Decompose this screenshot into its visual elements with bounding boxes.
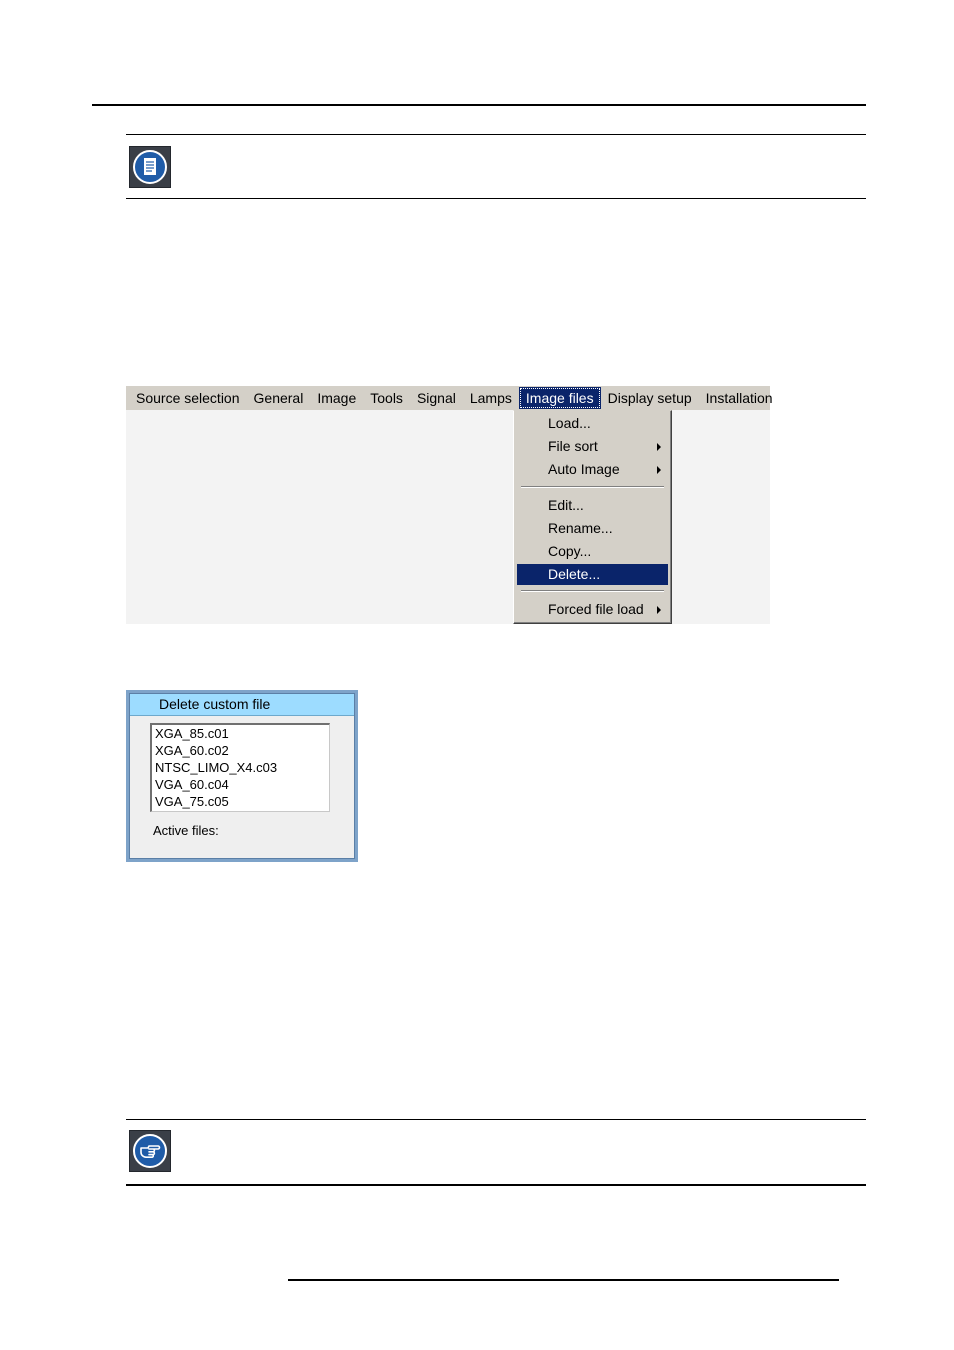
tip-bottom-rule — [126, 1184, 866, 1186]
menu-separator — [521, 486, 664, 488]
note-top-rule — [126, 134, 866, 135]
list-item[interactable]: VGA_60.c04 — [155, 777, 229, 792]
active-files-label: Active files: — [153, 823, 219, 838]
image-files-dropdown — [513, 410, 672, 624]
submenu-arrow-icon — [657, 466, 661, 474]
menu-item-edit[interactable]: Edit... — [548, 497, 584, 513]
menu-bar — [126, 386, 773, 410]
menubar-item-installation[interactable]: Installation — [705, 390, 773, 406]
file-listbox[interactable] — [150, 723, 330, 812]
delete-custom-file-dialog — [126, 690, 358, 862]
dialog-body — [129, 693, 355, 859]
list-item[interactable]: XGA_85.c01 — [155, 726, 229, 741]
dialog-title: Delete custom file — [130, 694, 354, 716]
menu-item-delete[interactable]: Delete... — [517, 564, 668, 585]
menubar-item-image[interactable]: Image — [317, 390, 357, 406]
menu-item-forced-file-load[interactable]: Forced file load — [517, 599, 668, 620]
document-icon — [129, 146, 171, 188]
menubar-item-tools[interactable]: Tools — [370, 390, 403, 406]
menubar-item-display-setup[interactable]: Display setup — [607, 390, 692, 406]
list-item[interactable]: VGA_75.c05 — [155, 794, 229, 809]
screen-background — [126, 410, 770, 624]
tip-top-rule — [126, 1119, 866, 1120]
menubar-item-source-selection[interactable]: Source selection — [136, 390, 240, 406]
menubar-item-general[interactable]: General — [253, 390, 304, 406]
submenu-arrow-icon — [657, 606, 661, 614]
footer-rule — [288, 1279, 839, 1281]
menu-item-load[interactable]: Load... — [548, 415, 591, 431]
menu-item-file-sort[interactable]: File sort — [517, 436, 668, 457]
list-item[interactable]: NTSC_LIMO_X4.c03 — [155, 760, 278, 775]
menubar-item-image-files[interactable]: Image files — [519, 387, 601, 409]
note-bottom-rule — [126, 198, 866, 199]
pointing-hand-icon — [129, 1130, 171, 1172]
submenu-arrow-icon — [657, 443, 661, 451]
list-item[interactable]: XGA_60.c02 — [155, 743, 229, 758]
menubar-item-lamps[interactable]: Lamps — [469, 390, 512, 406]
menu-item-rename[interactable]: Rename... — [548, 520, 613, 536]
menu-item-copy[interactable]: Copy... — [548, 543, 592, 559]
menu-separator — [521, 590, 664, 592]
menu-item-auto-image[interactable]: Auto Image — [517, 459, 668, 480]
header-rule — [92, 104, 866, 106]
menubar-item-signal[interactable]: Signal — [416, 390, 456, 406]
